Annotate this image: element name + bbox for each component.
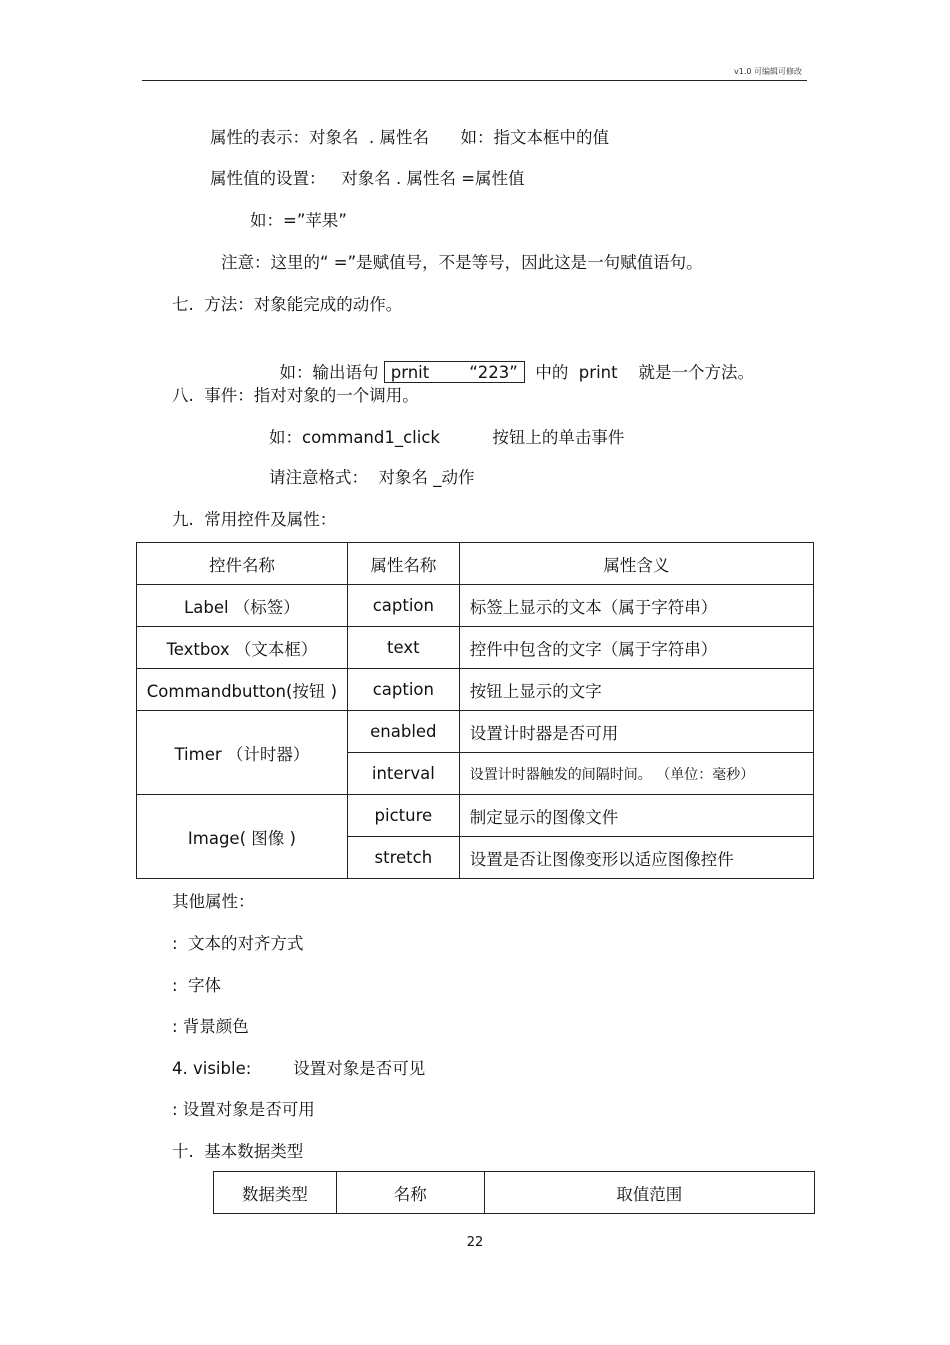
header-rule bbox=[142, 80, 807, 81]
code-box-keyword: prnit bbox=[390, 363, 430, 382]
property-name-cell: interval bbox=[347, 753, 459, 795]
line-example-assign: 如：=”苹果” bbox=[250, 211, 347, 230]
property-name-cell: caption bbox=[347, 669, 459, 711]
section-nine-controls: 九. 常用控件及属性： bbox=[172, 510, 337, 529]
header-datatype-name: 名称 bbox=[336, 1172, 484, 1214]
page-number: 22 bbox=[466, 1235, 484, 1250]
section-eight-events: 八. 事件：指对对象的一个调用。 bbox=[172, 386, 419, 405]
controls-table bbox=[136, 542, 814, 879]
property-meaning-cell: 设置是否让图像变形以适应图像控件 bbox=[459, 837, 813, 879]
controls-table-header bbox=[137, 543, 814, 585]
property-meaning-cell: 设置计时器是否可用 bbox=[459, 711, 813, 753]
property-meaning-cell: 设置计时器触发的间隔时间。 （单位：毫秒） bbox=[459, 753, 813, 795]
other-property-visible: 4. visible: 设置对象是否可见 bbox=[172, 1059, 426, 1078]
control-name-cell: Timer （计时器） bbox=[137, 711, 348, 795]
control-name-cell: Label （标签） bbox=[137, 585, 348, 627]
section-seven-methods: 七. 方法：对象能完成的动作。 bbox=[172, 295, 403, 314]
code-box-argument: “223” bbox=[469, 363, 518, 382]
header-datatype: 数据类型 bbox=[214, 1172, 337, 1214]
property-name-cell: text bbox=[347, 627, 459, 669]
property-name-cell: picture bbox=[347, 795, 459, 837]
property-name-cell: stretch bbox=[347, 837, 459, 879]
property-name-cell: enabled bbox=[347, 711, 459, 753]
other-property-font: : 字体 bbox=[172, 976, 222, 995]
line-note: 注意：这里的“ =”是赋值号，不是等号，因此这是一句赋值语句。 bbox=[221, 253, 703, 272]
header-control-name: 控件名称 bbox=[137, 543, 348, 585]
other-property-enabled: : 设置对象是否可用 bbox=[172, 1100, 315, 1119]
section-ten-datatypes: 十. 基本数据类型 bbox=[172, 1142, 304, 1161]
header-version-text: v1.0 可编辑可修改 bbox=[734, 67, 802, 76]
other-properties-title: 其他属性： bbox=[172, 892, 255, 911]
control-name-cell: Textbox （文本框） bbox=[137, 627, 348, 669]
method-example-prefix: 如：输出语句 bbox=[279, 363, 384, 382]
table-row bbox=[137, 795, 814, 837]
property-meaning-cell: 标签上显示的文本（属于字符串） bbox=[459, 585, 813, 627]
line-property-notation: 属性的表示：对象名 . 属性名 如：指文本框中的值 bbox=[210, 128, 609, 147]
header-value-range: 取值范围 bbox=[484, 1172, 814, 1214]
control-name-cell: Image( 图像 ) bbox=[137, 795, 348, 879]
line-event-example: 如：command1_click 按钮上的单击事件 bbox=[269, 428, 625, 447]
method-example-suffix: 中的 print 就是一个方法。 bbox=[524, 363, 755, 382]
other-property-backcolor: : 背景颜色 bbox=[172, 1017, 249, 1036]
datatype-table-header bbox=[214, 1172, 815, 1214]
header-property-meaning: 属性含义 bbox=[459, 543, 813, 585]
property-meaning-cell: 按钮上显示的文字 bbox=[459, 669, 813, 711]
table-row bbox=[137, 711, 814, 753]
control-name-cell: Commandbutton(按钮 ) bbox=[137, 669, 348, 711]
line-method-example bbox=[269, 339, 754, 384]
property-meaning-cell: 控件中包含的文字（属于字符串） bbox=[459, 627, 813, 669]
other-property-alignment: : 文本的对齐方式 bbox=[172, 934, 304, 953]
datatype-table bbox=[213, 1171, 815, 1214]
code-box bbox=[384, 361, 525, 383]
property-meaning-cell: 制定显示的图像文件 bbox=[459, 795, 813, 837]
line-property-set: 属性值的设置： 对象名 . 属性名 =属性值 bbox=[210, 169, 525, 188]
table-row bbox=[137, 585, 814, 627]
property-name-cell: caption bbox=[347, 585, 459, 627]
table-row bbox=[137, 627, 814, 669]
line-event-format: 请注意格式： 对象名 _动作 bbox=[269, 468, 475, 487]
header-property-name: 属性名称 bbox=[347, 543, 459, 585]
table-row bbox=[137, 669, 814, 711]
